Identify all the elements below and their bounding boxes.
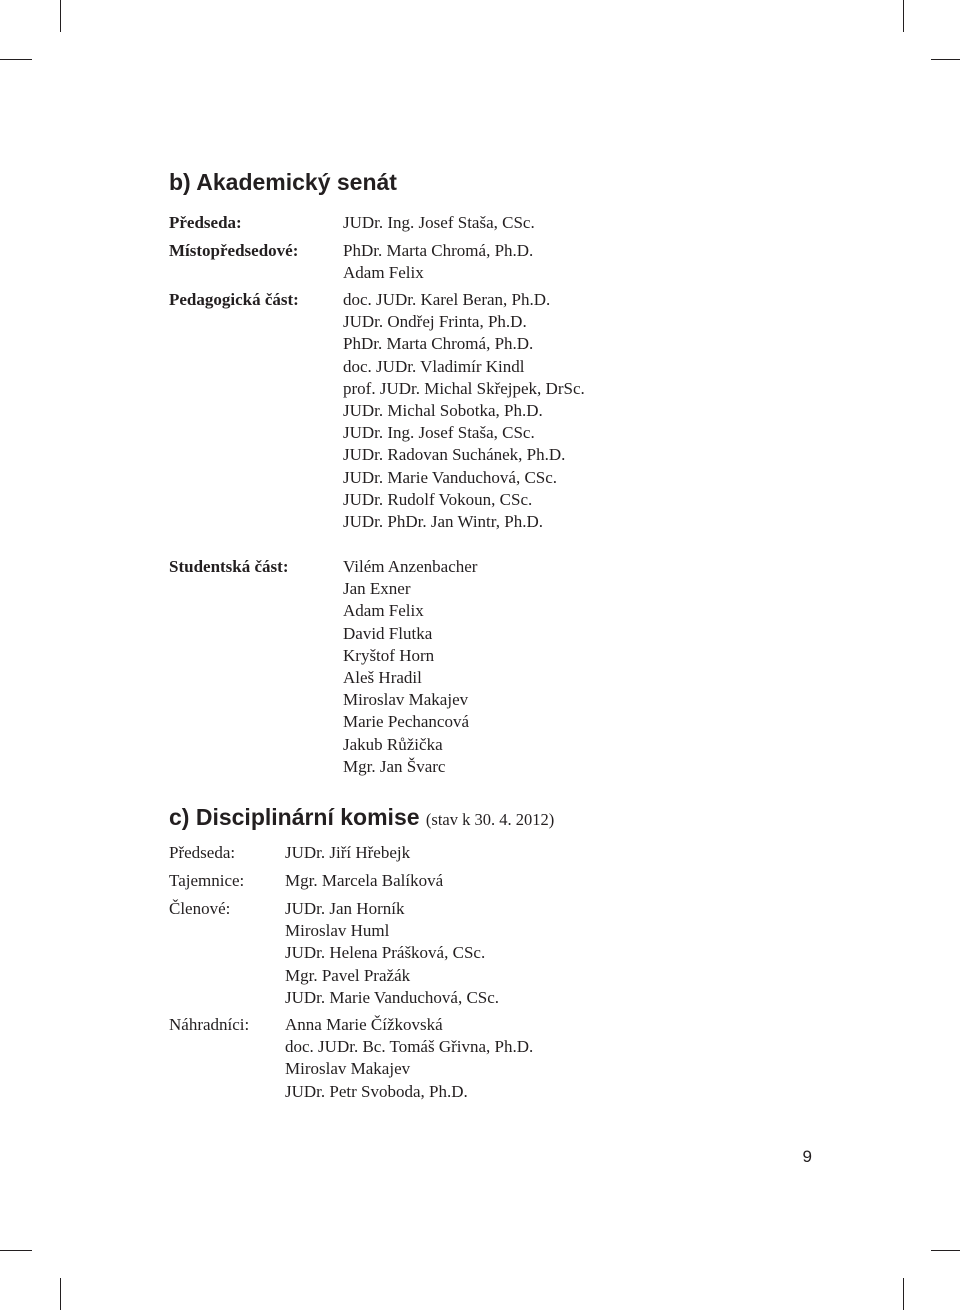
member-name: JUDr. Ing. Josef Staša, CSc. bbox=[343, 213, 535, 232]
section-c-title bbox=[169, 804, 554, 831]
member-name: Adam Felix bbox=[343, 263, 424, 283]
row-label: Pedagogická část: bbox=[169, 290, 299, 309]
member-name: Miroslav Makajev bbox=[343, 690, 469, 710]
crop-mark bbox=[931, 59, 960, 60]
member-name: JUDr. Petr Svoboda, Ph.D. bbox=[285, 1081, 468, 1101]
section-c-subtitle: (stav k 30. 4. 2012) bbox=[425, 810, 555, 829]
section-c-title-text: c) Disciplinární komise bbox=[169, 804, 420, 830]
member-name: PhDr. Marta Chromá, Ph.D. bbox=[343, 241, 534, 260]
member-name: doc. JUDr. Karel Beran, Ph.D. bbox=[343, 290, 551, 309]
member-name: Aleš Hradil bbox=[343, 668, 422, 687]
member-name: David Flutka bbox=[343, 623, 433, 643]
member-name: Marie Pechancová bbox=[343, 712, 470, 732]
member-name: JUDr. Michal Sobotka, Ph.D. bbox=[343, 401, 543, 420]
member-name: Adam Felix bbox=[343, 601, 424, 621]
member-name: Kryštof Horn bbox=[343, 645, 435, 665]
crop-mark bbox=[60, 0, 61, 32]
crop-mark bbox=[60, 1278, 61, 1310]
member-name: Mgr. Marcela Balíková bbox=[285, 871, 444, 890]
crop-mark bbox=[0, 1250, 32, 1251]
member-name: Miroslav Huml bbox=[285, 921, 390, 941]
member-name: JUDr. Radovan Suchánek, Ph.D. bbox=[343, 445, 566, 465]
member-name: JUDr. Marie Vanduchová, CSc. bbox=[285, 987, 500, 1007]
row-label: Náhradníci: bbox=[169, 1015, 250, 1034]
page-number: 9 bbox=[802, 1147, 812, 1166]
member-name: Miroslav Makajev bbox=[285, 1059, 411, 1079]
member-name: JUDr. PhDr. Jan Wintr, Ph.D. bbox=[343, 512, 543, 531]
crop-mark bbox=[0, 59, 32, 60]
member-name: Mgr. Pavel Pražák bbox=[285, 965, 411, 985]
crop-mark bbox=[903, 1278, 904, 1310]
member-name: doc. JUDr. Bc. Tomáš Gřivna, Ph.D. bbox=[285, 1037, 534, 1057]
row-label: Místopředsedové: bbox=[169, 241, 299, 260]
section-b-title: b) Akademický senát bbox=[169, 169, 397, 195]
crop-mark bbox=[931, 1250, 960, 1251]
member-name: Jan Exner bbox=[343, 579, 411, 599]
member-name: prof. JUDr. Michal Skřejpek, DrSc. bbox=[343, 378, 585, 398]
row-label: Členové: bbox=[169, 899, 231, 918]
member-name: JUDr. Marie Vanduchová, CSc. bbox=[343, 467, 558, 487]
crop-mark bbox=[903, 0, 904, 32]
member-name: Anna Marie Čížkovská bbox=[285, 1015, 443, 1034]
member-name: JUDr. Rudolf Vokoun, CSc. bbox=[343, 489, 533, 509]
member-name: Jakub Růžička bbox=[343, 734, 443, 754]
member-name: JUDr. Ing. Josef Staša, CSc. bbox=[343, 423, 535, 443]
member-name: JUDr. Ondřej Frinta, Ph.D. bbox=[343, 312, 527, 332]
member-name: JUDr. Jiří Hřebejk bbox=[285, 843, 411, 862]
row-label: Předseda: bbox=[169, 213, 242, 232]
member-name: doc. JUDr. Vladimír Kindl bbox=[343, 356, 525, 376]
member-name: Vilém Anzenbacher bbox=[343, 557, 478, 576]
row-label: Studentská část: bbox=[169, 557, 289, 576]
member-name: JUDr. Helena Prášková, CSc. bbox=[285, 943, 486, 963]
row-label: Tajemnice: bbox=[169, 871, 245, 890]
row-label: Předseda: bbox=[169, 843, 236, 862]
member-name: JUDr. Jan Horník bbox=[285, 899, 405, 918]
member-name: Mgr. Jan Švarc bbox=[343, 756, 446, 776]
member-name: PhDr. Marta Chromá, Ph.D. bbox=[343, 334, 534, 354]
